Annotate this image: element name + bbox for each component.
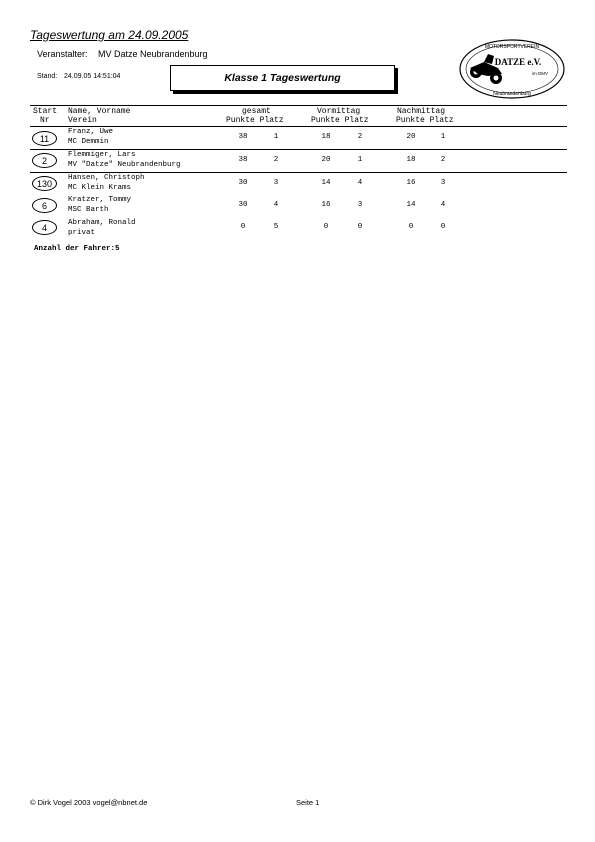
morning-points: 20 [321,156,331,164]
afternoon-place: 2 [440,156,446,164]
afternoon-place: 3 [440,179,446,187]
total-points: 38 [238,156,248,164]
afternoon-points: 16 [406,179,416,187]
rider-club: MSC Barth [68,206,109,214]
morning-place: 4 [357,179,363,187]
rider-club: privat [68,229,96,237]
total-place: 3 [273,179,279,187]
morning-points: 18 [321,133,331,141]
col-nachmittag-header: Nachmittag [397,107,446,116]
morning-points: 0 [323,223,329,231]
class-title: Klasse 1 Tageswertung [224,72,341,84]
col-nachmittag-sub: Punkte Platz [396,116,454,125]
logo-sub-text: im DMV [532,71,548,76]
logo-main-text: DATZE e.V. [494,57,542,67]
total-points: 30 [238,179,248,187]
afternoon-points: 18 [406,156,416,164]
morning-points: 16 [321,201,331,209]
rider-name: Kratzer, Tommy [68,196,132,204]
morning-place: 1 [357,156,363,164]
total-place: 1 [273,133,279,141]
footer-copyright: © Dirk Vogel 2003 vogel@nbnet.de [30,798,148,807]
footer-page-number: Seite 1 [296,798,320,807]
col-start-header: Start [33,107,58,116]
stand-label: Stand: [37,73,58,80]
rider-club: MC Klein Krams [68,184,132,192]
afternoon-points: 0 [408,223,414,231]
stand-value: 24.09.05 14:51:04 [64,73,121,80]
start-number-badge: 2 [32,153,57,168]
class-title-box [170,65,395,91]
organizer-label: Veranstalter: [37,49,88,59]
total-points: 38 [238,133,248,141]
start-number-badge: 11 [32,131,57,146]
page-title: Tageswertung am 24.09.2005 [30,28,189,42]
afternoon-points: 14 [406,201,416,209]
afternoon-points: 20 [406,133,416,141]
morning-place: 0 [357,223,363,231]
rider-name: Flemmiger, Lars [68,151,136,159]
logo-top-text: MOTORSPORTVEREIN [484,44,540,50]
rider-name: Franz, Uwe [68,128,114,136]
morning-place: 3 [357,201,363,209]
morning-points: 14 [321,179,331,187]
col-vormittag-header: Vormittag [317,107,361,116]
col-club-header: Verein [68,116,97,125]
row-divider [30,172,567,173]
afternoon-place: 1 [440,133,446,141]
total-place: 4 [273,201,279,209]
col-nr-header: Nr [40,116,50,125]
rider-name: Abraham, Ronald [68,219,136,227]
afternoon-place: 4 [440,201,446,209]
club-logo [458,38,566,100]
morning-place: 2 [357,133,363,141]
afternoon-place: 0 [440,223,446,231]
total-points: 0 [240,223,246,231]
rider-count: Anzahl der Fahrer:5 [34,245,120,253]
header-bottom-rule [30,126,567,127]
total-points: 30 [238,201,248,209]
col-name-header: Name, Vorname [68,107,131,116]
start-number-badge: 6 [32,198,57,213]
logo-bottom-text: Neubrandenburg [493,91,531,97]
total-place: 2 [273,156,279,164]
header-top-rule [30,105,567,106]
rider-name: Hansen, Christoph [68,174,145,182]
start-number-badge: 4 [32,220,57,235]
start-number-badge: 130 [32,176,57,191]
row-divider [30,149,567,150]
col-gesamt-header: gesamt [242,107,271,116]
rider-club: MV "Datze" Neubrandenburg [68,161,181,169]
total-place: 5 [273,223,279,231]
organizer-value: MV Datze Neubrandenburg [98,49,208,59]
col-vormittag-sub: Punkte Platz [311,116,369,125]
col-gesamt-sub: Punkte Platz [226,116,284,125]
rider-club: MC Demmin [68,138,109,146]
